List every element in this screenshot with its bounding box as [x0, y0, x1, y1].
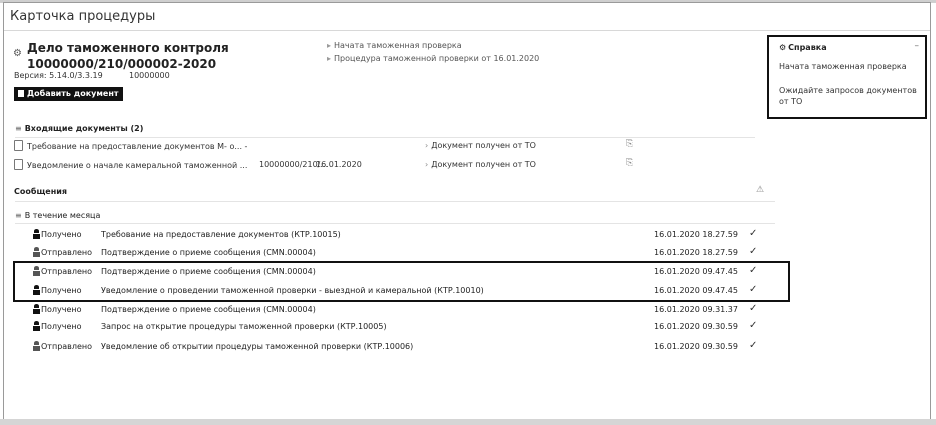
procedure-icon: ▸ [327, 54, 332, 63]
collapse-icon: ≡ [15, 211, 22, 220]
status-line-2 [327, 54, 539, 63]
status-text-2: Процедура таможенной проверки от 16.01.2020 [334, 54, 540, 63]
document-icon [18, 90, 24, 97]
check-icon: ✓ [749, 320, 758, 331]
check-icon: ✓ [749, 228, 758, 239]
message-name: Подтверждение о приеме сообщения (CMN.00004) [101, 248, 316, 257]
incoming-header-text: Входящие документы (2) [24, 124, 144, 133]
version-number: 10000000 [129, 71, 170, 80]
message-datetime: 16.01.2020 09.31.37 [654, 305, 738, 314]
message-datetime: 16.01.2020 09.30.59 [654, 342, 738, 351]
message-name: Подтверждение о приеме сообщения (CMN.00004) [101, 305, 316, 314]
case-title: Дело таможенного контроля 10000000/210/000002-2020 [27, 41, 229, 71]
message-name: Запрос на открытие процедуры таможенной проверки (КТР.10005) [101, 322, 387, 331]
message-datetime: 16.01.2020 09.30.59 [654, 322, 738, 331]
message-name: Требование на предоставление документов (КТР.10015) [101, 230, 341, 239]
arrow-icon: › [425, 141, 429, 150]
message-name: Подтверждение о приеме сообщения (CMN.00004) [101, 267, 316, 276]
window-title: Карточка процедуры [10, 9, 156, 24]
status-line-1 [327, 41, 462, 50]
file-icon [14, 159, 23, 170]
status-text-1: Начата таможенная проверка [334, 41, 462, 50]
doc-name: Уведомление о начале камеральной таможенной ... [27, 161, 248, 170]
message-row[interactable] [0, 338, 936, 356]
message-datetime: 16.01.2020 09.47.45 [654, 286, 738, 295]
check-icon: ✓ [749, 246, 758, 257]
incoming-doc-row[interactable] [14, 159, 247, 170]
check-icon: ✓ [749, 284, 758, 295]
divider [15, 201, 775, 202]
period-filter[interactable] [15, 211, 100, 220]
person-icon [33, 229, 40, 239]
help-title-text: Справка [788, 43, 827, 52]
doc-status [425, 160, 536, 169]
period-text: В течение месяца [24, 211, 101, 220]
message-datetime: 16.01.2020 18.27.59 [654, 248, 738, 257]
message-row[interactable] [0, 244, 936, 262]
message-name: Уведомление об открытии процедуры таможенной проверки (КТР.10006) [101, 342, 414, 351]
version-label: Версия: 5.14.0/3.3.19 [14, 71, 103, 80]
message-status: Отправлено [41, 342, 93, 351]
incoming-doc-row[interactable] [14, 140, 247, 151]
help-title [779, 43, 827, 52]
doc-status-text: Документ получен от ТО [431, 160, 536, 169]
message-status: Отправлено [41, 248, 93, 257]
check-icon: ✓ [749, 265, 758, 276]
add-document-label: Добавить документ [27, 89, 119, 98]
person-icon [33, 341, 40, 351]
message-name: Уведомление о проведении таможенной проверки - выездной и камеральной (КТР.10010) [101, 286, 484, 295]
case-icon: ⚙ [13, 48, 22, 59]
doc-date: 16.01.2020 [316, 160, 362, 169]
status-icon: ▸ [327, 41, 332, 50]
warning-icon: ⚠ [756, 185, 765, 195]
person-icon [33, 321, 40, 331]
check-icon: ✓ [749, 303, 758, 314]
help-panel [767, 35, 927, 119]
check-icon: ✓ [749, 340, 758, 351]
window-titlebar [4, 4, 930, 31]
file-icon [14, 140, 23, 151]
add-document-button[interactable] [14, 87, 123, 101]
message-row[interactable] [0, 226, 936, 244]
incoming-documents-header[interactable] [15, 124, 143, 133]
message-row[interactable] [0, 301, 936, 319]
divider [15, 137, 755, 138]
message-row[interactable] [0, 318, 936, 336]
bottom-edge [0, 419, 936, 425]
person-icon [33, 247, 40, 257]
message-status: Получено [41, 322, 82, 331]
messages-header: Сообщения [14, 187, 67, 196]
version-info [14, 71, 170, 80]
doc-status-text: Документ получен от ТО [431, 141, 536, 150]
message-datetime: 16.01.2020 09.47.45 [654, 267, 738, 276]
message-status: Получено [41, 230, 82, 239]
divider [15, 223, 775, 224]
highlight-box [13, 261, 790, 302]
help-line-1: Начата таможенная проверка [779, 62, 907, 71]
help-line-2: Ожидайте запросов документов от ТО [779, 86, 917, 106]
help-gear-icon: ⚙ [779, 43, 787, 52]
doc-name: Требование на предоставление документов М- о... - [27, 142, 248, 151]
doc-status [425, 141, 536, 150]
doc-number: 10000000/210/... [259, 160, 329, 169]
message-status: Отправлено [41, 267, 93, 276]
collapse-icon: ≡ [15, 124, 22, 133]
message-status: Получено [41, 305, 82, 314]
attachment-icon[interactable]: ⎘ [626, 139, 634, 149]
arrow-icon: › [425, 160, 429, 169]
attachment-icon[interactable]: ⎘ [626, 158, 634, 168]
message-status: Получено [41, 286, 82, 295]
message-datetime: 16.01.2020 18.27.59 [654, 230, 738, 239]
help-minimize-button[interactable]: – [914, 41, 919, 51]
person-icon [33, 304, 40, 314]
